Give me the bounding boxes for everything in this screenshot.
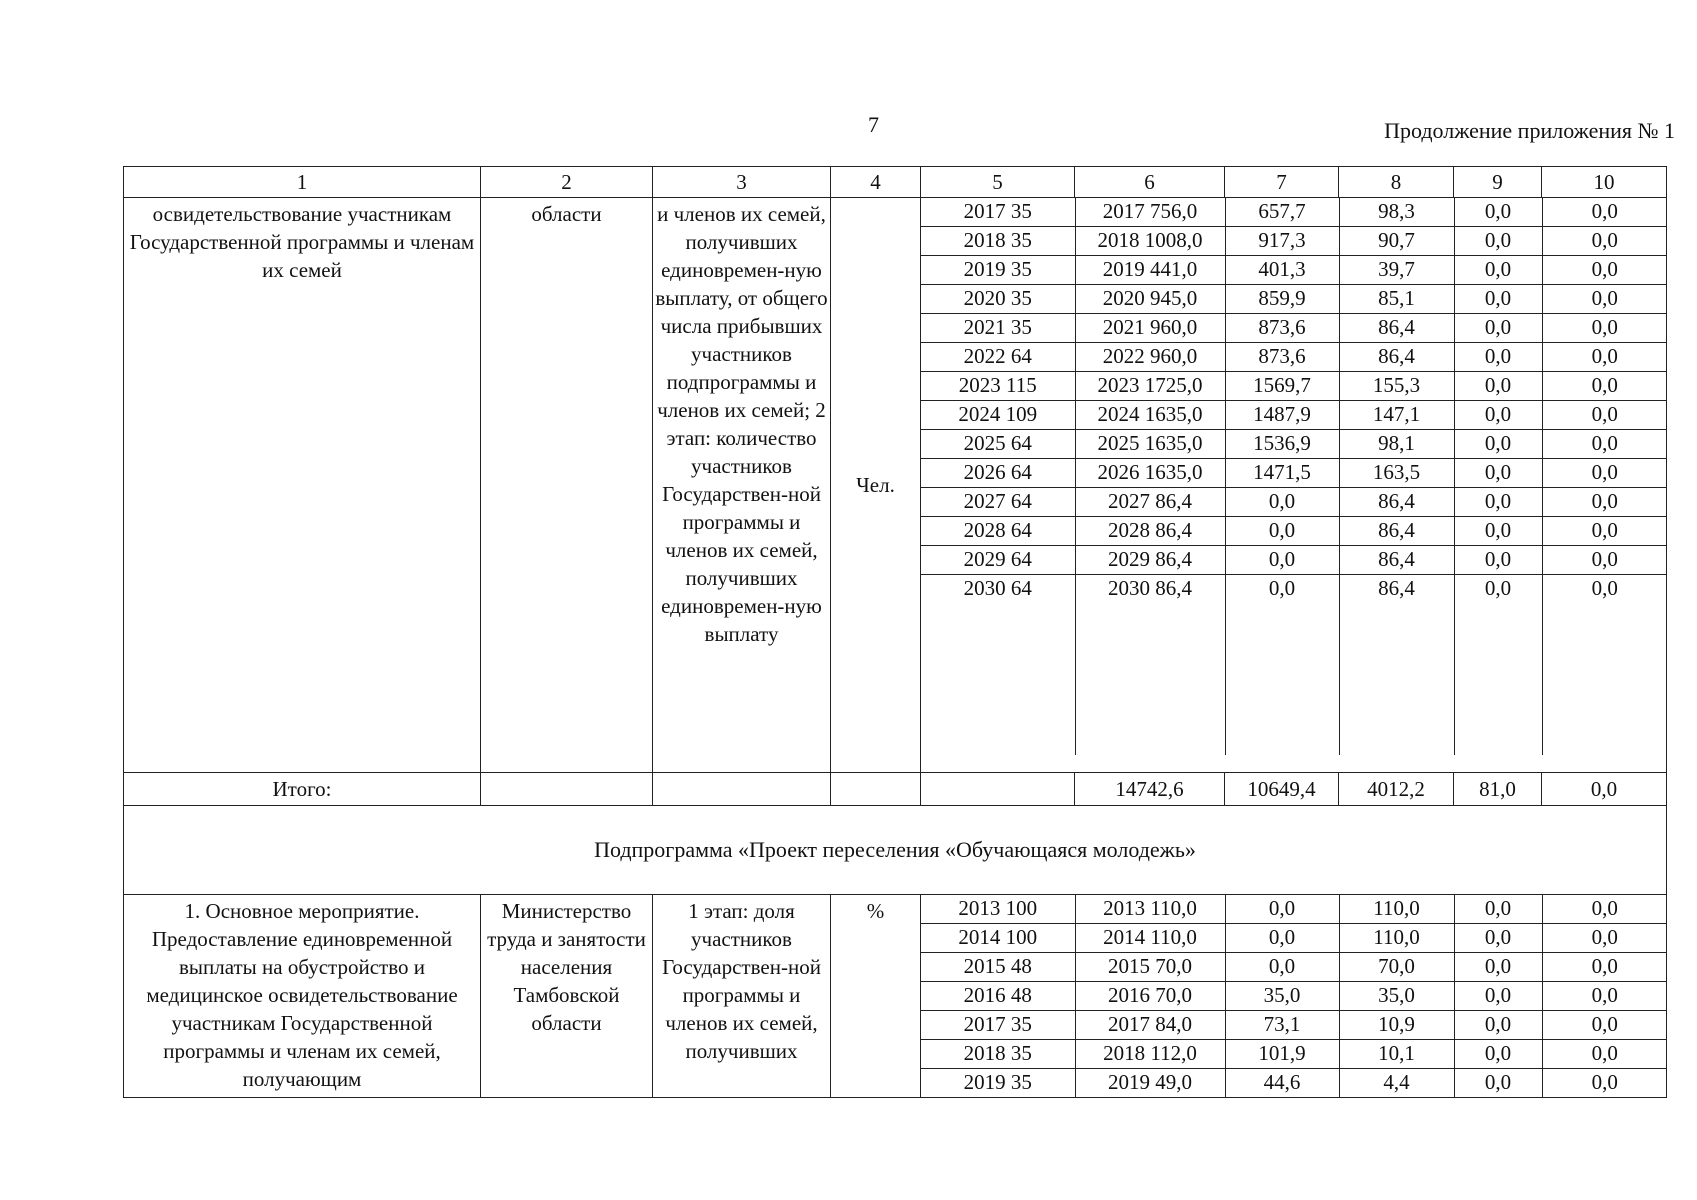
value-row: [921, 314, 1667, 343]
value-cell: 917,3: [1225, 227, 1339, 256]
value-cell: 0,0: [1542, 924, 1667, 953]
value-cell: 110,0: [1339, 895, 1454, 924]
value-row: [921, 227, 1667, 256]
value-cell: 2030 64: [921, 575, 1075, 756]
value-row: [921, 575, 1667, 756]
total-col10: 0,0: [1542, 773, 1667, 806]
value-cell: 2021 960,0: [1075, 314, 1225, 343]
value-cell: 2029 64: [921, 546, 1075, 575]
value-cell: 0,0: [1542, 314, 1667, 343]
value-cell: 1487,9: [1225, 401, 1339, 430]
value-row: [921, 285, 1667, 314]
value-cell: 2026 1635,0: [1075, 459, 1225, 488]
value-cell: 0,0: [1542, 517, 1667, 546]
value-cell: 0,0: [1542, 459, 1667, 488]
value-row: [921, 924, 1667, 953]
value-cell: 401,3: [1225, 256, 1339, 285]
value-cell: 86,4: [1339, 546, 1454, 575]
value-cell: 2022 64: [921, 343, 1075, 372]
value-row: [921, 517, 1667, 546]
header-cell: 10: [1542, 167, 1667, 198]
value-cell: 0,0: [1542, 343, 1667, 372]
value-cell: 2022 960,0: [1075, 343, 1225, 372]
value-cell: 0,0: [1542, 198, 1667, 227]
value-cell: 0,0: [1542, 1011, 1667, 1040]
value-cell: 0,0: [1542, 372, 1667, 401]
header-cell: 7: [1225, 167, 1339, 198]
value-cell: 1536,9: [1225, 430, 1339, 459]
value-cell: 0,0: [1454, 546, 1542, 575]
value-cell: 86,4: [1339, 517, 1454, 546]
value-cell: 0,0: [1454, 430, 1542, 459]
value-cell: 2014 100: [921, 924, 1075, 953]
block2-values: [921, 895, 1667, 1098]
value-row: [921, 256, 1667, 285]
value-cell: 2014 110,0: [1075, 924, 1225, 953]
value-cell: 98,1: [1339, 430, 1454, 459]
value-cell: 2020 945,0: [1075, 285, 1225, 314]
value-cell: 86,4: [1339, 314, 1454, 343]
value-cell: 0,0: [1225, 953, 1339, 982]
unit-label: %: [866, 899, 885, 923]
value-cell: 0,0: [1542, 227, 1667, 256]
value-cell: 155,3: [1339, 372, 1454, 401]
value-cell: 44,6: [1225, 1069, 1339, 1098]
value-row: [921, 198, 1667, 227]
block1-values: [921, 198, 1667, 773]
header-row: [124, 167, 1667, 198]
value-cell: 90,7: [1339, 227, 1454, 256]
total-col6: 14742,6: [1075, 773, 1225, 806]
continuation-caption: Продолжение приложения № 1: [1384, 118, 1675, 143]
value-row: [921, 488, 1667, 517]
value-cell: 2015 70,0: [1075, 953, 1225, 982]
value-row: [921, 1040, 1667, 1069]
value-cell: 2026 64: [921, 459, 1075, 488]
value-row: [921, 430, 1667, 459]
value-row: [921, 546, 1667, 575]
value-cell: 0,0: [1542, 895, 1667, 924]
value-cell: 2017 84,0: [1075, 1011, 1225, 1040]
value-cell: 2020 35: [921, 285, 1075, 314]
value-cell: 0,0: [1454, 459, 1542, 488]
value-cell: 0,0: [1454, 575, 1542, 756]
value-cell: 0,0: [1542, 401, 1667, 430]
program-table: [123, 166, 1667, 1098]
value-cell: 39,7: [1339, 256, 1454, 285]
value-row: [921, 1069, 1667, 1098]
value-cell: 0,0: [1454, 953, 1542, 982]
value-cell: 2024 1635,0: [1075, 401, 1225, 430]
value-cell: 98,3: [1339, 198, 1454, 227]
value-cell: 10,1: [1339, 1040, 1454, 1069]
value-cell: 2016 48: [921, 982, 1075, 1011]
value-cell: 2025 1635,0: [1075, 430, 1225, 459]
value-cell: 0,0: [1542, 1069, 1667, 1098]
value-cell: 35,0: [1225, 982, 1339, 1011]
value-cell: 2021 35: [921, 314, 1075, 343]
value-cell: 0,0: [1225, 517, 1339, 546]
value-cell: 873,6: [1225, 314, 1339, 343]
value-row: [921, 459, 1667, 488]
indicator-description: 1 этап: доля участников Государствен-ной программы и членов их семей, получивших: [662, 899, 821, 1063]
value-cell: 0,0: [1542, 488, 1667, 517]
value-cell: 2025 64: [921, 430, 1075, 459]
value-cell: 86,4: [1339, 488, 1454, 517]
header-cell: 2: [481, 167, 653, 198]
page-number: 7: [868, 112, 879, 137]
value-cell: 0,0: [1225, 895, 1339, 924]
value-cell: 2029 86,4: [1075, 546, 1225, 575]
activity-name: 1. Основное мероприятие. Предоставление единовременной выплаты на обустройство и медицинское освидетельствование участникам Государственной программы и членам их семей, получающим: [146, 899, 458, 1091]
value-row: [921, 982, 1667, 1011]
value-cell: 0,0: [1454, 895, 1542, 924]
value-cell: 859,9: [1225, 285, 1339, 314]
value-cell: 73,1: [1225, 1011, 1339, 1040]
subprogram-row: [124, 806, 1667, 895]
value-cell: 0,0: [1225, 546, 1339, 575]
value-cell: 2013 110,0: [1075, 895, 1225, 924]
executor-name: Министерство труда и занятости населения Тамбовской области: [487, 899, 646, 1035]
value-cell: 2023 115: [921, 372, 1075, 401]
value-cell: 2017 756,0: [1075, 198, 1225, 227]
value-cell: 1569,7: [1225, 372, 1339, 401]
value-cell: 2019 441,0: [1075, 256, 1225, 285]
value-cell: 0,0: [1542, 953, 1667, 982]
value-cell: 0,0: [1225, 488, 1339, 517]
value-row: [921, 953, 1667, 982]
value-row: [921, 895, 1667, 924]
value-cell: 0,0: [1542, 256, 1667, 285]
value-cell: 2018 112,0: [1075, 1040, 1225, 1069]
value-cell: 0,0: [1454, 517, 1542, 546]
value-cell: 2019 35: [921, 1069, 1075, 1098]
value-cell: 2028 86,4: [1075, 517, 1225, 546]
value-cell: 0,0: [1454, 488, 1542, 517]
value-cell: 85,1: [1339, 285, 1454, 314]
header-cell: 4: [831, 167, 921, 198]
value-cell: 0,0: [1225, 924, 1339, 953]
value-cell: 0,0: [1454, 227, 1542, 256]
value-cell: 2018 1008,0: [1075, 227, 1225, 256]
value-cell: 0,0: [1454, 982, 1542, 1011]
block1-row: [124, 198, 1667, 773]
value-cell: 86,4: [1339, 343, 1454, 372]
value-cell: 2027 64: [921, 488, 1075, 517]
value-cell: 0,0: [1542, 575, 1667, 756]
header-cell: 1: [124, 167, 481, 198]
value-cell: 0,0: [1454, 1011, 1542, 1040]
value-cell: 35,0: [1339, 982, 1454, 1011]
value-cell: 2023 1725,0: [1075, 372, 1225, 401]
value-cell: 0,0: [1454, 343, 1542, 372]
value-cell: 163,5: [1339, 459, 1454, 488]
value-cell: 2017 35: [921, 198, 1075, 227]
value-cell: 0,0: [1542, 285, 1667, 314]
value-cell: 0,0: [1454, 372, 1542, 401]
executor-name: области: [531, 202, 602, 226]
value-cell: 2013 100: [921, 895, 1075, 924]
value-cell: 110,0: [1339, 924, 1454, 953]
value-cell: 2027 86,4: [1075, 488, 1225, 517]
value-cell: 0,0: [1454, 198, 1542, 227]
value-cell: 0,0: [1454, 314, 1542, 343]
header-cell: 5: [921, 167, 1075, 198]
value-cell: 0,0: [1454, 1069, 1542, 1098]
value-cell: 70,0: [1339, 953, 1454, 982]
total-col7: 10649,4: [1225, 773, 1339, 806]
value-cell: 2024 109: [921, 401, 1075, 430]
value-cell: 2016 70,0: [1075, 982, 1225, 1011]
activity-name: освидетельствование участникам Государственной программы и членам их семей: [129, 202, 475, 282]
value-cell: 0,0: [1542, 982, 1667, 1011]
header-cell: 8: [1339, 167, 1454, 198]
value-row: [921, 1011, 1667, 1040]
total-col9: 81,0: [1454, 773, 1542, 806]
value-row: [921, 401, 1667, 430]
value-cell: 0,0: [1225, 575, 1339, 756]
value-row: [921, 372, 1667, 401]
value-row: [921, 343, 1667, 372]
value-cell: 873,6: [1225, 343, 1339, 372]
total-col8: 4012,2: [1339, 773, 1454, 806]
value-cell: 0,0: [1542, 430, 1667, 459]
header-cell: 6: [1075, 167, 1225, 198]
value-cell: 2019 49,0: [1075, 1069, 1225, 1098]
value-cell: 0,0: [1454, 1040, 1542, 1069]
value-cell: 101,9: [1225, 1040, 1339, 1069]
unit-label: Чел.: [856, 473, 895, 497]
block2-values-grid: [921, 895, 1667, 1097]
value-cell: 86,4: [1339, 575, 1454, 756]
value-cell: 2019 35: [921, 256, 1075, 285]
value-cell: 4,4: [1339, 1069, 1454, 1098]
value-cell: 0,0: [1454, 924, 1542, 953]
value-cell: 147,1: [1339, 401, 1454, 430]
value-cell: 0,0: [1454, 285, 1542, 314]
total-row: [124, 773, 1667, 806]
value-cell: 0,0: [1454, 401, 1542, 430]
header-cell: 3: [653, 167, 831, 198]
value-cell: 1471,5: [1225, 459, 1339, 488]
value-cell: 0,0: [1542, 546, 1667, 575]
block2-row: [124, 895, 1667, 1098]
header-cell: 9: [1454, 167, 1542, 198]
value-cell: 2018 35: [921, 227, 1075, 256]
value-cell: 10,9: [1339, 1011, 1454, 1040]
value-cell: 0,0: [1542, 1040, 1667, 1069]
value-cell: 2017 35: [921, 1011, 1075, 1040]
indicator-description: и членов их семей, получивших единовремен-ную выплату, от общего числа прибывших участников подпрограммы и членов их семей; 2 этап: количество участников Государствен-ной программы и членов их семей, получивших единовремен-ную выплату: [655, 202, 828, 646]
value-cell: 657,7: [1225, 198, 1339, 227]
value-cell: 0,0: [1454, 256, 1542, 285]
block1-values-grid: [921, 198, 1667, 755]
value-cell: 2030 86,4: [1075, 575, 1225, 756]
total-label: Итого:: [124, 773, 481, 806]
value-cell: 2018 35: [921, 1040, 1075, 1069]
subprogram-title: Подпрограмма «Проект переселения «Обучающаяся молодежь»: [124, 806, 1667, 895]
value-cell: 2028 64: [921, 517, 1075, 546]
value-cell: 2015 48: [921, 953, 1075, 982]
